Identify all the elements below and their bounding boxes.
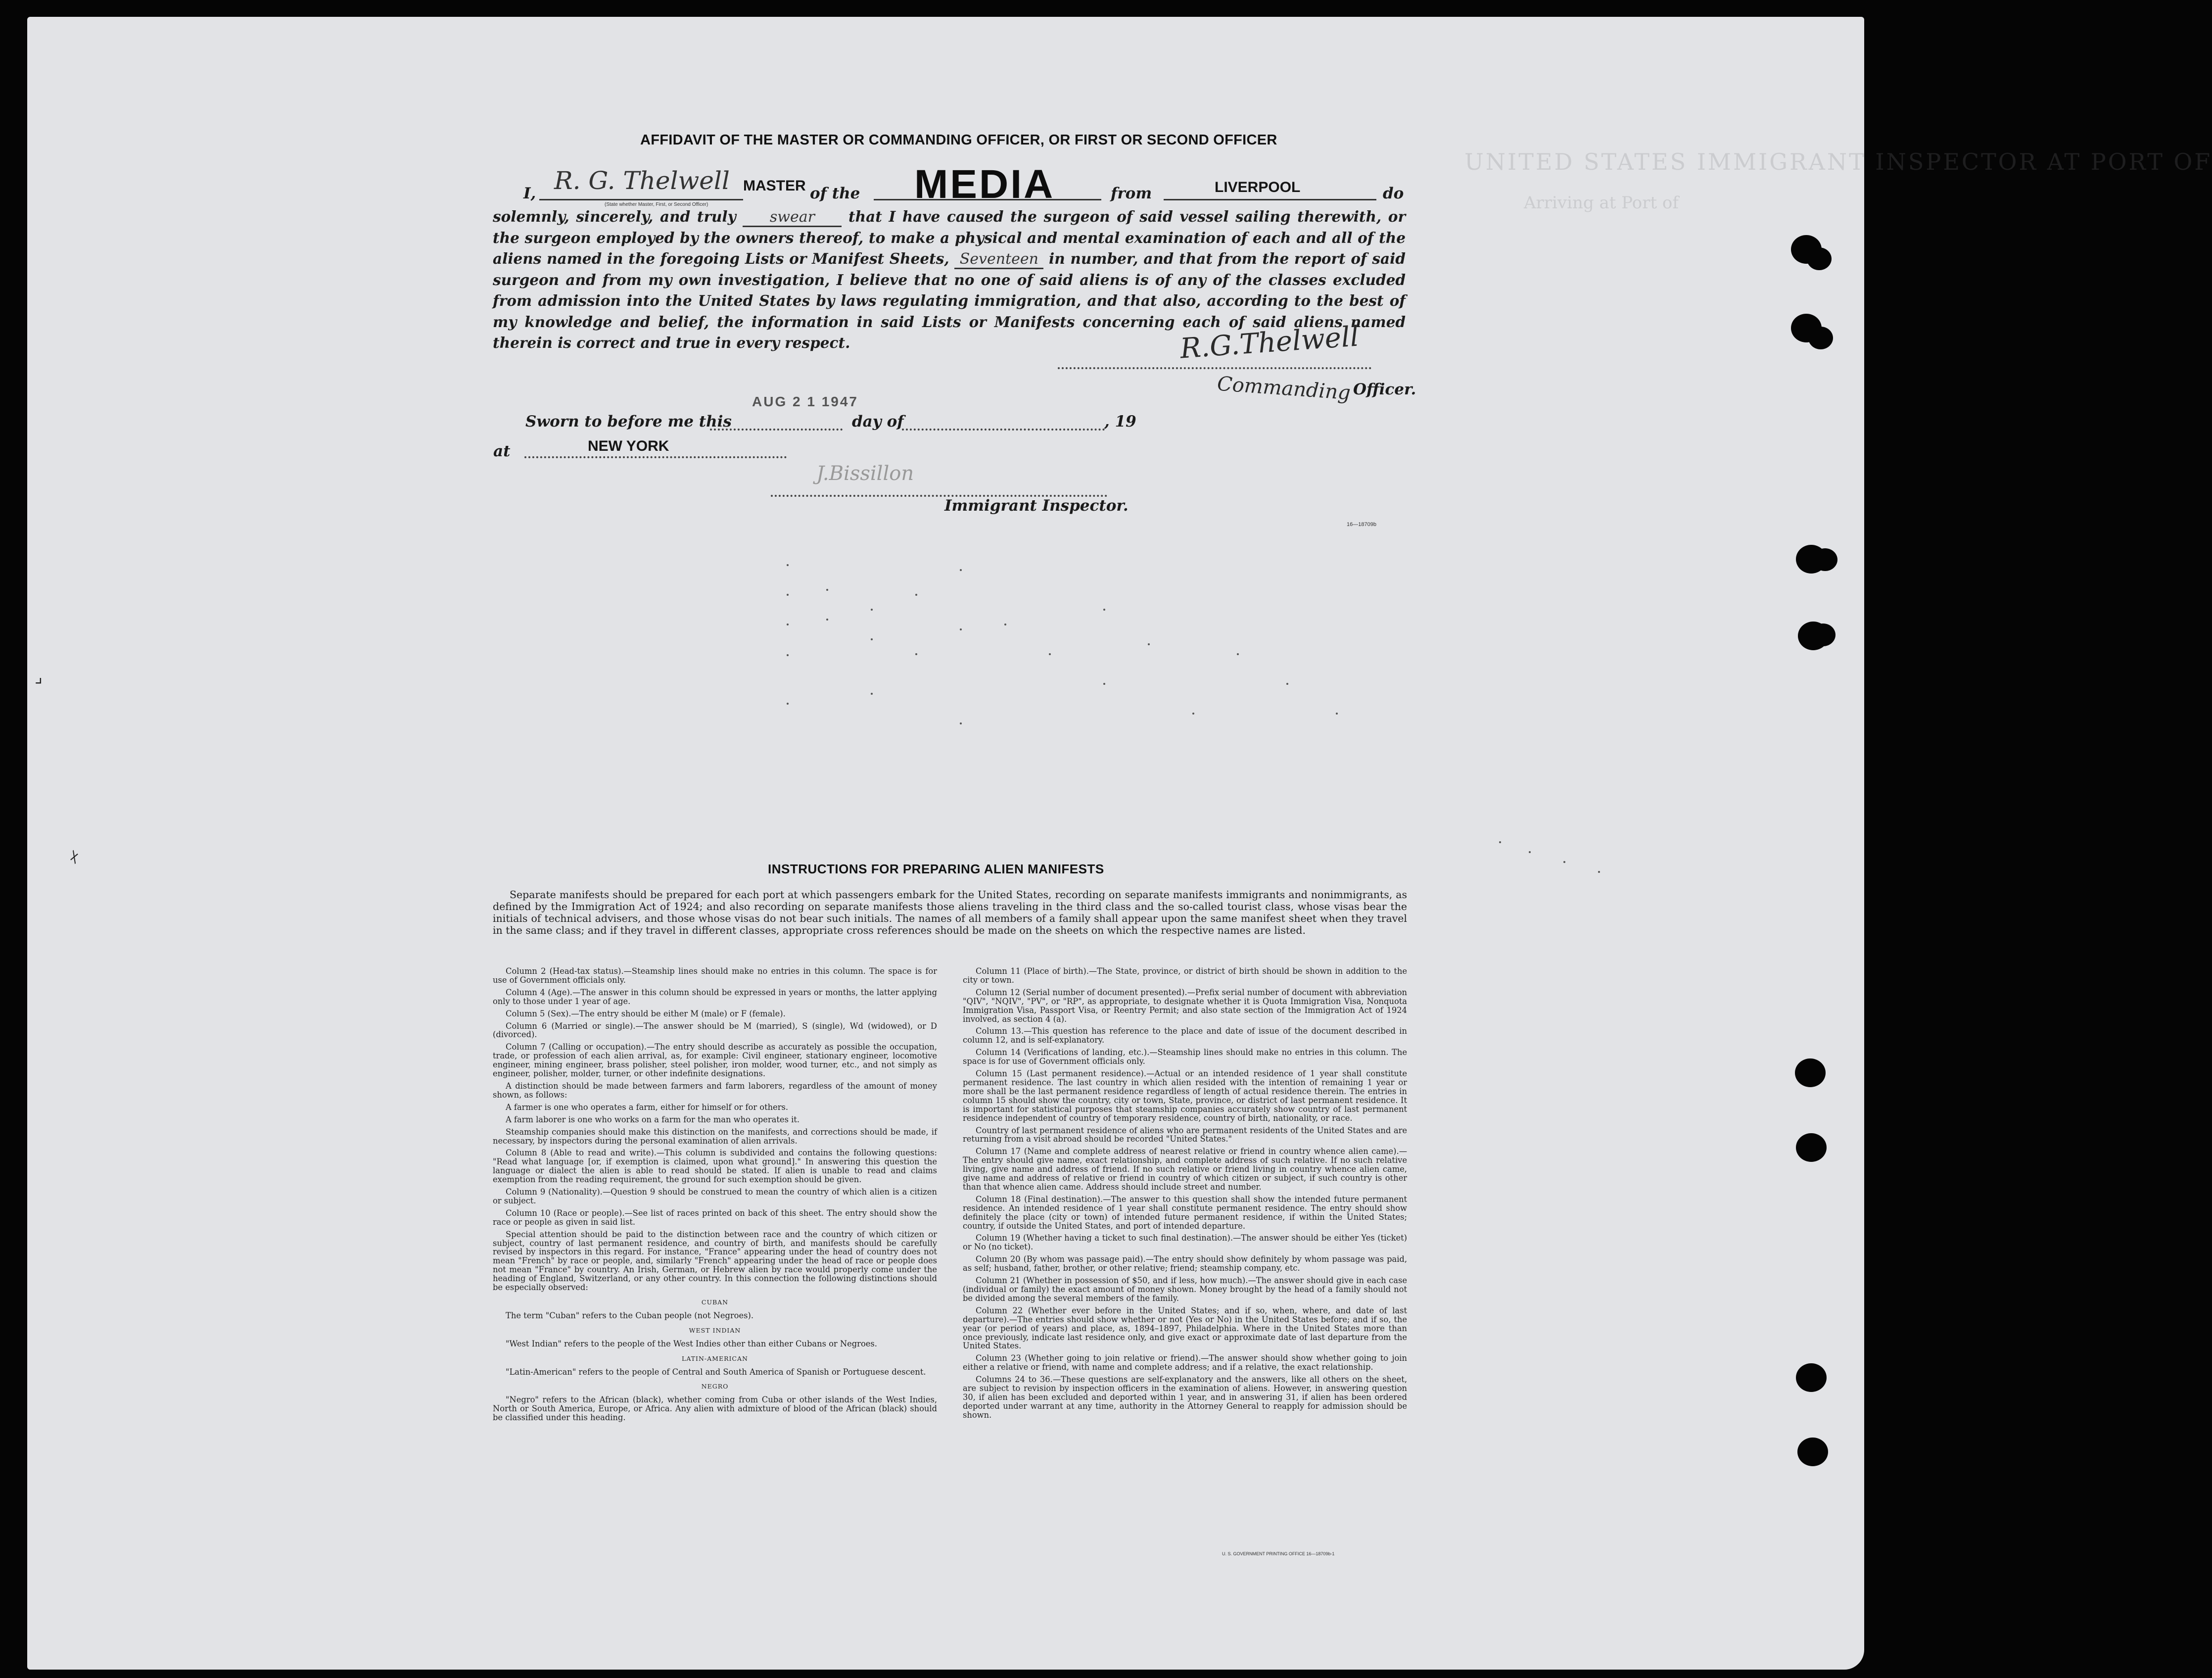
day-of-label: day of xyxy=(852,413,904,431)
guide-dot xyxy=(1499,841,1501,843)
signature-line xyxy=(1058,367,1371,369)
cuban-text: The term "Cuban" refers to the Cuban people (not Negroes). xyxy=(506,1310,753,1320)
ship-name: MEDIA xyxy=(914,162,1055,207)
instruction-paragraph: Column 7 (Calling or occupation).—The entry should describe as accurately as possible the occupation, trade, or profession of each alien arrival, as, for example: Civil engineer, stationary engineer, locomotive engineer, mining engineer, brass polisher, steel polisher, iron molder, wood turner, etc., and not simply as engineer, polisher, molder, turner, or other indefinite designations. xyxy=(493,1042,937,1079)
of-the-label: of the xyxy=(810,185,860,202)
guide-dot xyxy=(826,619,828,621)
instruction-paragraph: Column 9 (Nationality).—Question 9 should be construed to mean the country of which alien is a citizen or subject. xyxy=(493,1187,937,1205)
guide-dot xyxy=(1598,871,1600,873)
guide-dot xyxy=(1148,643,1150,645)
rank-typed: MASTER xyxy=(743,178,806,194)
sworn-label: Sworn to before me this xyxy=(525,413,732,431)
month-fill-line xyxy=(902,429,1105,431)
commanding-handwritten: Commanding xyxy=(1216,372,1352,405)
from-label: from xyxy=(1111,185,1152,202)
instruction-paragraph: Column 14 (Verifications of landing, etc.).—Steamship lines should make no entries in this column. The space is for use of Government officials only. xyxy=(963,1048,1407,1066)
guide-dot xyxy=(1529,851,1531,853)
guide-dot xyxy=(960,722,962,724)
sworn-fill-line xyxy=(710,429,843,431)
instruction-paragraph: Column 11 (Place of birth).—The State, province, or district of birth should be shown in addition to the city or town. xyxy=(963,966,1407,985)
cuban-heading: CUBAN xyxy=(701,1298,729,1306)
guide-dot xyxy=(1286,683,1288,685)
master-signature: R.G.Thelwell xyxy=(1179,320,1360,365)
latin-american-heading: LATIN-AMERICAN xyxy=(682,1354,748,1362)
instruction-paragraph: Column 21 (Whether in possession of $50, and if less, how much).—The answer should give in each case (individual or family) the exact amount of money shown. Money brought by the head of a family should not be divided among the several members of the family. xyxy=(963,1276,1407,1303)
master-name-handwritten: R. G. Thelwell xyxy=(554,166,730,195)
instruction-paragraph: Column 19 (Whether having a ticket to such final destination).—The answer should be either Yes (ticket) or No (no ticket). xyxy=(963,1233,1407,1252)
inspector-signature: J.Bissillon xyxy=(816,462,914,485)
guide-dot xyxy=(915,594,917,596)
sheets-count-handwritten: Seventeen xyxy=(954,251,1043,269)
instruction-paragraph: Column 20 (By whom was passage paid).—The entry should show definitely by whom passage was paid, as self; husband, father, brother, or other relative; friend; steamship company, etc. xyxy=(963,1254,1407,1273)
west-indian-text: "West Indian" refers to the people of the West Indies other than either Cubans or Negroes. xyxy=(506,1339,877,1348)
guide-dot xyxy=(1103,609,1105,611)
paragraph-start: solemnly, sincerely, and truly xyxy=(493,208,736,225)
punch-hole xyxy=(1797,1438,1828,1466)
instruction-paragraph: Column 18 (Final destination).—The answer to this question shall show the intended future permanent residence. An intended residence of 1 year shall constitute permanent residence. The entry should show definitely the place (city or town) of intended future permanent residence, if within the United States; country, if outside the United States, and port of intended departure. xyxy=(963,1194,1407,1231)
latin-american-text: "Latin-American" refers to the people of Central and South America of Spanish or Portuguese descent. xyxy=(506,1367,926,1377)
instructions-intro: Separate manifests should be prepared for each port at which passengers embark for the United States, recording on separate manifests immigrants and nonimmigrants, as defined by the Immigration Act of 1924; and also recording on separate manifests those aliens traveling in the third class and the so-called tourist class, whose visas bear the initials of technical advisers, and those whose visas do not bear such initials. The names of all members of a family shall appear upon the same manifest sheet when they travel in the same class; and if they travel in different classes, appropriate cross references should be made on the sheets on which the respective names are listed. xyxy=(493,889,1407,936)
at-fill-line xyxy=(524,456,787,458)
guide-dot xyxy=(1049,653,1051,655)
guide-dot xyxy=(871,638,873,640)
affidavit-i-label: I, xyxy=(523,185,536,202)
guide-dot xyxy=(1237,653,1239,655)
guide-dot xyxy=(826,589,828,591)
do-label: do xyxy=(1383,185,1404,202)
guide-dot xyxy=(1336,713,1338,715)
instruction-paragraph: Column 23 (Whether going to join relative or friend).—The answer should show whether going to join either a relative or friend, with name and complete address; and if a relative, the exact relationship. xyxy=(963,1353,1407,1372)
instruction-paragraph: Column 6 (Married or single).—The answer should be M (married), S (single), Wd (widowed), or D (divorced). xyxy=(493,1021,937,1040)
punch-hole xyxy=(1811,623,1835,646)
guide-dot xyxy=(787,654,789,656)
guide-dot xyxy=(871,693,873,695)
affidavit-title: AFFIDAVIT OF THE MASTER OR COMMANDING OFFICER, OR FIRST OR SECOND OFFICER xyxy=(640,132,1277,148)
instruction-paragraph: Column 17 (Name and complete address of nearest relative or friend in country whence alien came).—The entry should give name, exact relationship, and complete address of such relative. If no such relative living, give name and address of friend. If no such relative or friend living in country whence alien came, give name and address of relative or friend in country of which citizen or subject, if such country is other than that whence alien came. Address should include street and number. xyxy=(963,1147,1407,1192)
instruction-paragraph: Column 4 (Age).—The answer in this column should be expressed in years or months, the latter applying only to those under 1 year of age. xyxy=(493,987,937,1006)
instruction-paragraph: Column 12 (Serial number of document presented).—Prefix serial number of document with abbreviation "QIV", "NQIV", "PV", or "RP", as appropriate, to designate whether it is Quota Immigration Visa, Nonquota Immigration Visa, Passport Visa, or Reentry Permit; and also state section of the Immigration Act of 1924 involved, as section 4 (a). xyxy=(963,987,1407,1024)
punch-hole xyxy=(1796,1133,1827,1162)
inspector-label: Immigrant Inspector. xyxy=(944,497,1129,515)
instruction-paragraph: Column 8 (Able to read and write).—This column is subdivided and contains the following questions: "Read what language [or, if exemption is claimed, upon what ground]." In answering this question the language or dialect the alien is able to read should be stated. If alien is unable to read and claims exemption from the reading requirement, the ground for such exemption should be given. xyxy=(493,1148,937,1185)
guide-dot xyxy=(787,594,789,596)
port-fill-line xyxy=(1164,199,1376,200)
negro-text: "Negro" refers to the African (black), whether coming from Cuba or other islands of the West Indies, North or South America, Europe, or Africa. Any alien with admixture of blood of the African (black) should be classified under this heading. xyxy=(493,1395,937,1423)
instruction-paragraph: Steamship companies should make this distinction on the manifests, and corrections should be made, if necessary, by inspectors during the personal examination of alien arrivals. xyxy=(493,1127,937,1146)
guide-dot xyxy=(1004,623,1006,625)
instruction-paragraph: Country of last permanent residence of aliens who are permanent residents of the United States and are returning from a visit abroad should be recorded "United States." xyxy=(963,1125,1407,1144)
instruction-paragraph: A farm laborer is one who works on a farm for the man who operates it. xyxy=(506,1114,800,1124)
guide-dot xyxy=(787,623,789,625)
rank-caption: (State whether Master, First, or Second Officer) xyxy=(605,202,708,207)
margin-mark: ⌿ xyxy=(64,846,85,868)
instruction-paragraph: Special attention should be paid to the distinction between race and the country of which citizen or subject, country of last permanent residence, and country of birth, and manifests should be carefully revised by inspectors in this regard. For instance, "France" appearing under the head of country does not mean "French" by race or people, and, similarly "French" appearing under the head of race or people does not mean "France" by country. An Irish, German, or Hebrew alien by race would properly come under the heading of England, Switzerland, or any other country. In this connection the following distinctions should be especially observed: xyxy=(493,1229,937,1293)
guide-dot xyxy=(960,569,962,571)
instruction-paragraph: Columns 24 to 36.—These questions are self-explanatory and the answers, like all others on the sheet, are subject to revision by inspection officers in the examination of aliens. However, in answering question 30, if alien has been excluded and deported within 1 year, and in answering 31, if alien has been ordered deported under warrant at any time, authority in the Attorney General to reapply for admission should be shown. xyxy=(963,1375,1407,1420)
officer-label: Officer. xyxy=(1353,381,1416,398)
punch-hole xyxy=(1796,1363,1827,1392)
instruction-paragraph: A farmer is one who operates a farm, either for himself or for others. xyxy=(506,1102,789,1112)
instruction-paragraph: A distinction should be made between farmers and farm laborers, regardless of the amount of money shown, as follows: xyxy=(493,1081,937,1100)
punch-hole xyxy=(1808,327,1833,349)
guide-dot xyxy=(960,628,962,630)
printing-office-note: U. S. GOVERNMENT PRINTING OFFICE 16—18709b-1 xyxy=(1222,1551,1335,1556)
negro-heading: NEGRO xyxy=(701,1383,729,1390)
punch-hole xyxy=(1813,548,1837,571)
guide-dot xyxy=(1563,861,1565,863)
punch-hole xyxy=(1795,1058,1826,1087)
paragraph-part2: that I have caused the surgeon of said vessel sailing therewith, or the surgeon employed by the owners thereof, to make a physical and mental examination of each and all of the aliens named in the foregoing Lists or Manifest Sheets, xyxy=(493,208,1406,267)
name-fill-line xyxy=(539,199,743,200)
guide-dot xyxy=(787,564,789,566)
sworn-date-stamp: AUG 2 1 1947 xyxy=(752,394,858,409)
instruction-paragraph: Column 2 (Head-tax status).—Steamship lines should make no entries in this column. The space is for use of Government officials only. xyxy=(493,966,937,985)
bleed-through-heading: UNITED STATES IMMIGRANT INSPECTOR AT PORT OF xyxy=(1464,148,2212,175)
instructions-left-column xyxy=(493,967,937,1426)
form-number: 16—18709b xyxy=(1347,522,1376,527)
west-indian-heading: WEST INDIAN xyxy=(689,1326,741,1334)
instructions-title: INSTRUCTIONS FOR PREPARING ALIEN MANIFESTS xyxy=(768,862,1104,876)
oath-handwritten: swear xyxy=(743,209,842,227)
guide-dot xyxy=(915,653,917,655)
margin-mark: ⌟ xyxy=(35,667,43,687)
instruction-paragraph: Column 5 (Sex).—The entry should be either M (male) or F (female). xyxy=(506,1008,786,1018)
instruction-paragraph: Column 10 (Race or people).—See list of races printed on back of this sheet. The entry should show the race or people as given in said list. xyxy=(493,1208,937,1227)
bleed-through-subheading: Arriving at Port of xyxy=(1524,193,1679,213)
guide-dot xyxy=(787,703,789,705)
guide-dot xyxy=(1103,683,1105,685)
guide-dot xyxy=(871,609,873,611)
at-place-typed: NEW YORK xyxy=(588,438,669,454)
punch-hole xyxy=(1807,247,1832,270)
instruction-paragraph: Column 15 (Last permanent residence).—Actual or an intended residence of 1 year shall constitute permanent residence. The last country in which alien resided with the intention of remaining 1 year or more shall be the last permanent residence regardless of length of actual residence therein. The entries in column 15 should show the country, city or town, State, province, or district of last permanent residence. It is important for statistical purposes that steamship companies accurately show country of last permanent residence independent of country of temporary residence, country of birth, nationality, or race. xyxy=(963,1069,1407,1123)
guide-dot xyxy=(1192,713,1194,715)
port-typed: LIVERPOOL xyxy=(1215,179,1301,195)
instruction-paragraph: Column 22 (Whether ever before in the United States; and if so, when, where, and date of last departure).—The entries should show whether or not (Yes or No) in the United States before; and if so, the year (or period of years) and place, as, 1894–1897, Philadelphia. Where in the United States more than once previously, indicate last residence only, and give exact or approximate date of last departure from the United States. xyxy=(963,1305,1407,1351)
at-label: at xyxy=(493,442,511,460)
instruction-paragraph: Column 13.—This question has reference to the place and date of issue of the document described in column 12, and is self-explanatory. xyxy=(963,1026,1407,1045)
bleed-through xyxy=(1464,119,2212,1504)
paragraph-part3: in number, and that from the report of said surgeon and from my own investigation, I believe that no one of said aliens is of any of the classes excluded from admission into the United States by laws regulating immigration, and that also, according to the best of my knowledge and belief, the information in said Lists or Manifests concerning each of said aliens named therein is correct and true in every respect. xyxy=(493,250,1406,351)
instructions-right-column xyxy=(963,967,1407,1423)
year-label: , 19 xyxy=(1104,413,1136,431)
